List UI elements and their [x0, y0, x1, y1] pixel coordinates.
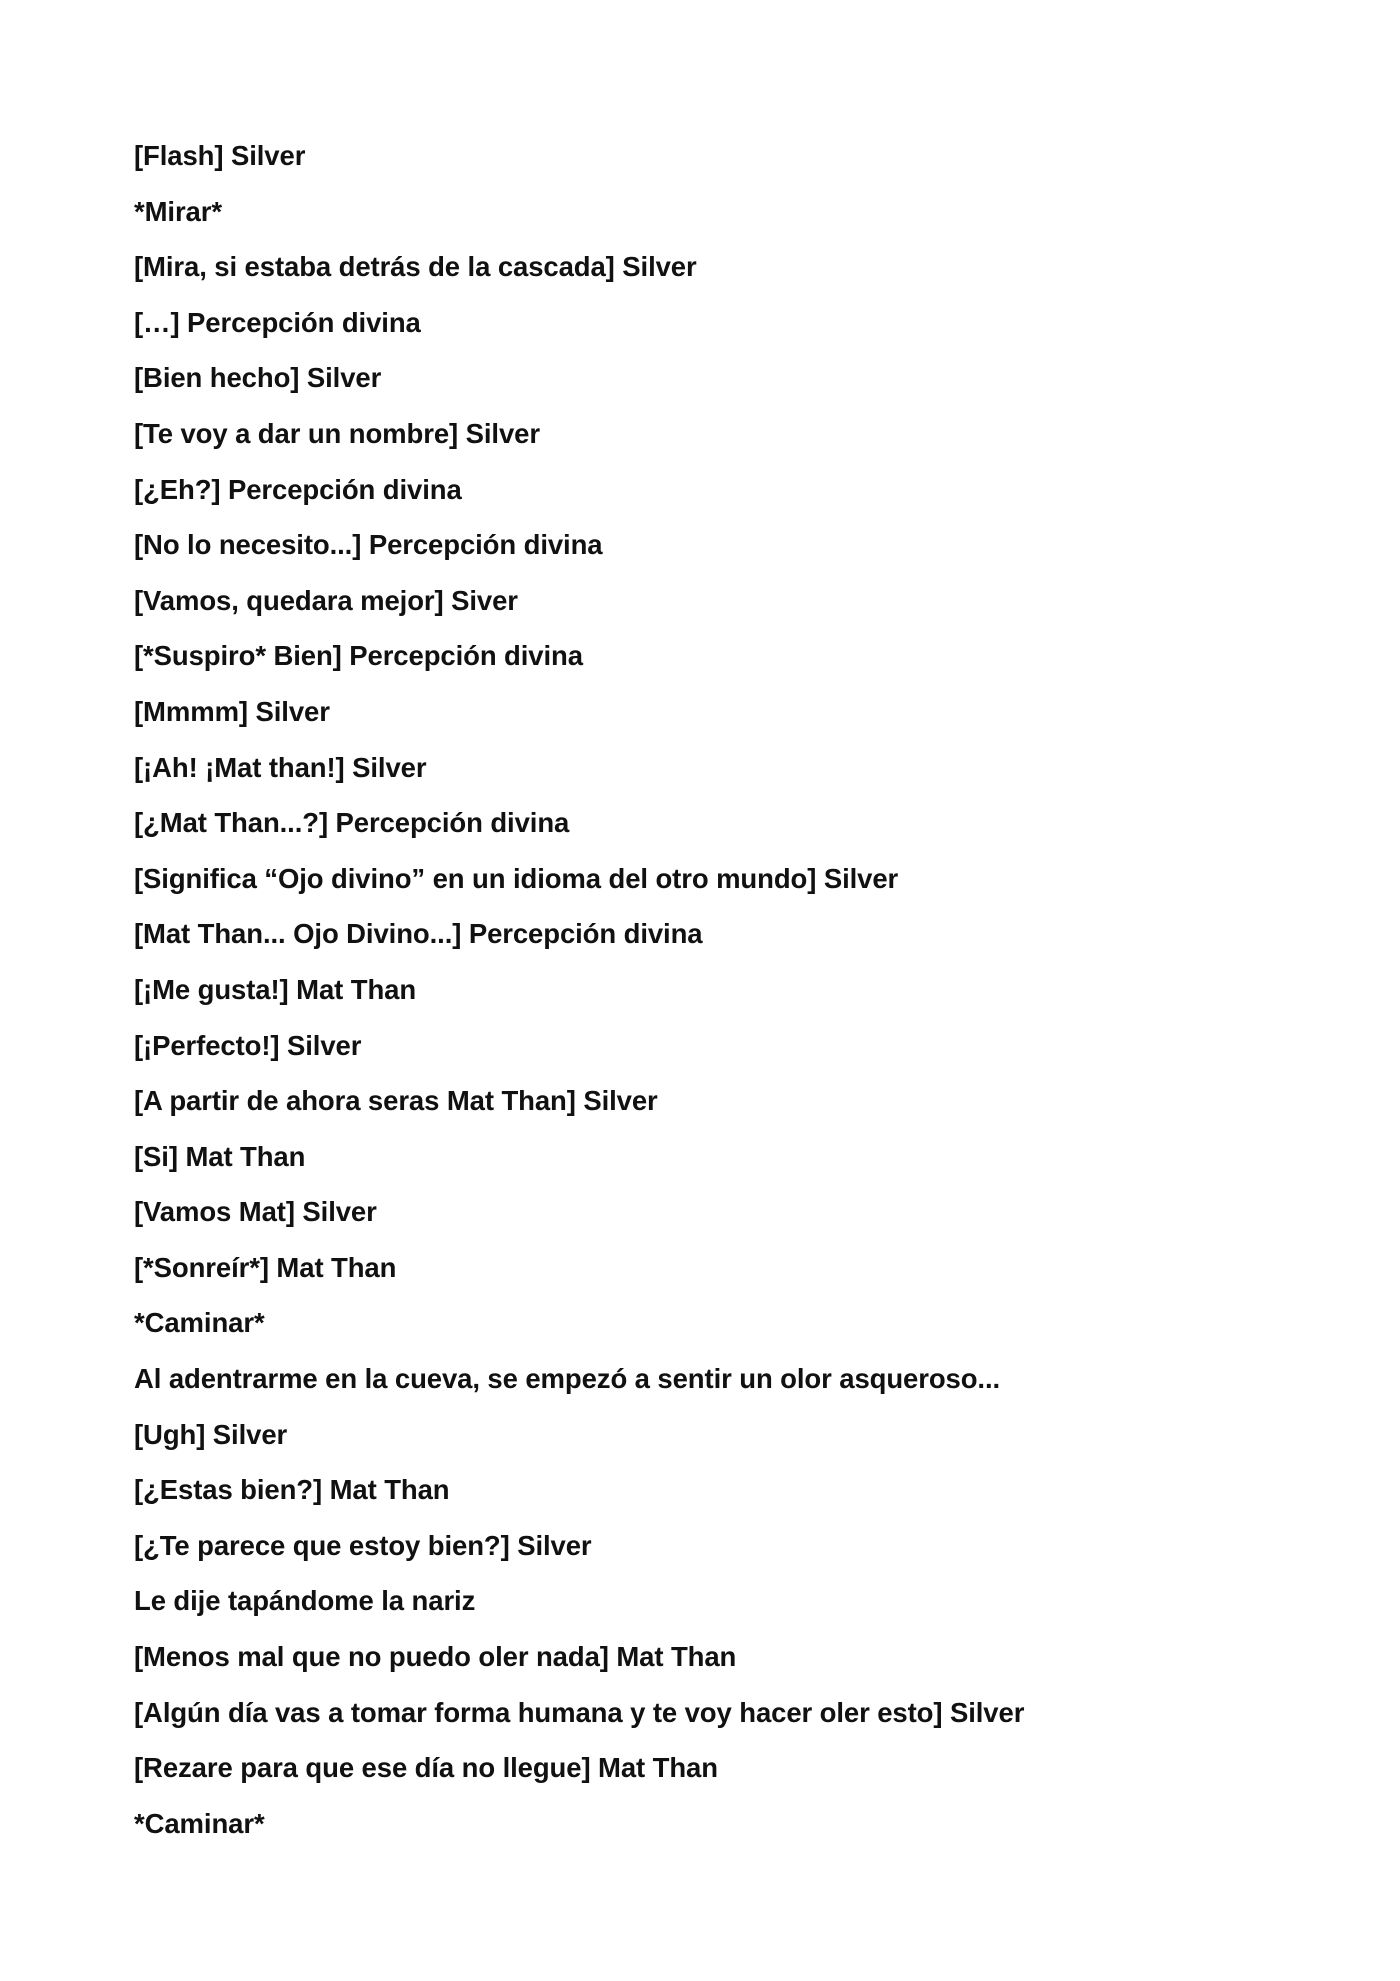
dialogue-line: Al adentrarme en la cueva, se empezó a sentir un olor asqueroso... — [134, 1363, 1001, 1395]
dialogue-line: [¿Eh?] Percepción divina — [134, 473, 462, 505]
dialogue-line: [Te voy a dar un nombre] Silver — [134, 417, 540, 449]
dialogue-line: [Si] Mat Than — [134, 1140, 306, 1172]
dialogue-line: [¡Perfecto!] Silver — [134, 1029, 362, 1061]
dialogue-line: [¡Ah! ¡Mat than!] Silver — [134, 751, 427, 783]
dialogue-line: [*Suspiro* Bien] Percepción divina — [134, 640, 583, 672]
dialogue-line: [¿Te parece que estoy bien?] Silver — [134, 1529, 592, 1561]
dialogue-line: [*Sonreír*] Mat Than — [134, 1251, 397, 1283]
dialogue-line: [Mmmm] Silver — [134, 695, 330, 727]
dialogue-line: [Bien hecho] Silver — [134, 362, 382, 394]
dialogue-line: Le dije tapándome la nariz — [134, 1585, 476, 1617]
dialogue-line: [Vamos Mat] Silver — [134, 1196, 377, 1228]
dialogue-line: *Mirar* — [134, 195, 222, 227]
dialogue-line: [Flash] Silver — [134, 140, 306, 171]
dialogue-line: [No lo necesito...] Percepción divina — [134, 529, 603, 561]
dialogue-line: [Significa “Ojo divino” en un idioma del otro mundo] Silver — [134, 862, 899, 894]
dialogue-line: *Caminar* — [134, 1307, 265, 1339]
dialogue-line: [¿Estas bien?] Mat Than — [134, 1474, 450, 1506]
dialogue-line: […] Percepción divina — [134, 306, 421, 338]
dialogue-line: *Caminar* — [134, 1807, 265, 1839]
dialogue-line: [Algún día vas a tomar forma humana y te voy hacer oler esto] Silver — [134, 1696, 1025, 1728]
dialogue-line: [A partir de ahora seras Mat Than] Silver — [134, 1085, 658, 1117]
dialogue-line: [¿Mat Than...?] Percepción divina — [134, 807, 570, 839]
dialogue-line: [Mira, si estaba detrás de la cascada] Silver — [134, 251, 697, 283]
dialogue-lines — [134, 128, 1314, 1851]
dialogue-line: [Mat Than... Ojo Divino...] Percepción divina — [134, 918, 703, 950]
dialogue-line: [Menos mal que no puedo oler nada] Mat Than — [134, 1641, 737, 1673]
dialogue-line: [¡Me gusta!] Mat Than — [134, 973, 417, 1005]
dialogue-line: [Rezare para que ese día no llegue] Mat Than — [134, 1752, 718, 1784]
dialogue-line: [Ugh] Silver — [134, 1418, 288, 1450]
dialogue-line: [Vamos, quedara mejor] Siver — [134, 584, 518, 616]
